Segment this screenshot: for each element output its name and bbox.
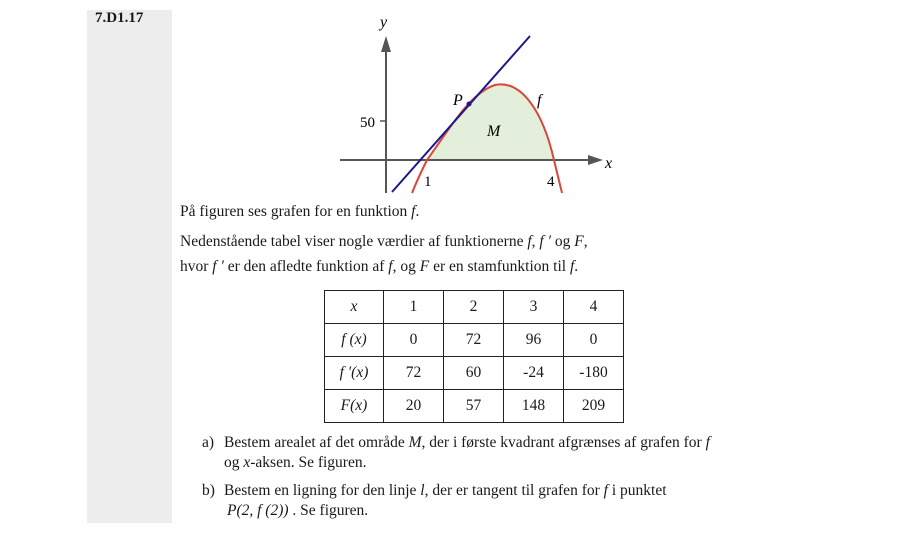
row-header: f ′(x) xyxy=(325,357,384,390)
side-strip xyxy=(87,10,172,523)
label-m: M xyxy=(487,123,501,140)
x-axis-label: x xyxy=(605,155,613,172)
table-cell: 0 xyxy=(564,324,624,357)
table-cell: 209 xyxy=(564,390,624,423)
table-cell: 0 xyxy=(384,324,444,357)
table-row xyxy=(325,291,624,324)
intro-line-2: Nedenstående tabel viser nogle værdier af funktionerne f, f ′ og F, xyxy=(180,233,588,250)
y-axis-label: y xyxy=(380,14,388,31)
table-row xyxy=(325,357,624,390)
table-cell: 2 xyxy=(444,291,504,324)
intro-line-3: hvor f ′ er den afledte funktion af f, og F er en stamfunktion til f. xyxy=(180,258,579,275)
tick-label-1: 1 xyxy=(424,174,432,190)
question-b-label: b) xyxy=(202,482,215,499)
question-a: a) Bestem arealet af det område M, der i første kvadrant afgrænses af grafen for f og x-aksen. Se figuren. xyxy=(202,434,710,471)
problem-id: 7.D1.17 xyxy=(95,10,144,26)
tick-label-4: 4 xyxy=(547,174,555,190)
table-cell: 96 xyxy=(504,324,564,357)
table-row xyxy=(325,390,624,423)
row-header: x xyxy=(325,291,384,324)
table-cell: 60 xyxy=(444,357,504,390)
table-cell: 57 xyxy=(444,390,504,423)
label-p: P xyxy=(453,92,463,109)
row-header: f (x) xyxy=(325,324,384,357)
table-cell: -24 xyxy=(504,357,564,390)
table-cell: 148 xyxy=(504,390,564,423)
label-f: f xyxy=(537,92,542,109)
table-cell: 72 xyxy=(444,324,504,357)
y-axis-arrow xyxy=(381,36,391,52)
table-cell: 1 xyxy=(384,291,444,324)
question-b: b) Bestem en ligning for den linje l, der er tangent til grafen for f i punktet P(2, f (2)) . Se figuren. xyxy=(202,482,667,519)
x-axis-arrow xyxy=(588,155,603,165)
table-cell: -180 xyxy=(564,357,624,390)
table-row xyxy=(325,324,624,357)
table-cell: 72 xyxy=(384,357,444,390)
table-cell: 4 xyxy=(564,291,624,324)
tick-label-50: 50 xyxy=(360,115,375,131)
question-a-label: a) xyxy=(202,434,215,451)
values-table xyxy=(324,290,624,423)
point-p xyxy=(467,102,472,107)
table-cell: 3 xyxy=(504,291,564,324)
row-header: F(x) xyxy=(325,390,384,423)
intro-line-1: På figuren ses grafen for en funktion f. xyxy=(180,203,420,220)
table-cell: 20 xyxy=(384,390,444,423)
function-figure xyxy=(330,8,630,198)
